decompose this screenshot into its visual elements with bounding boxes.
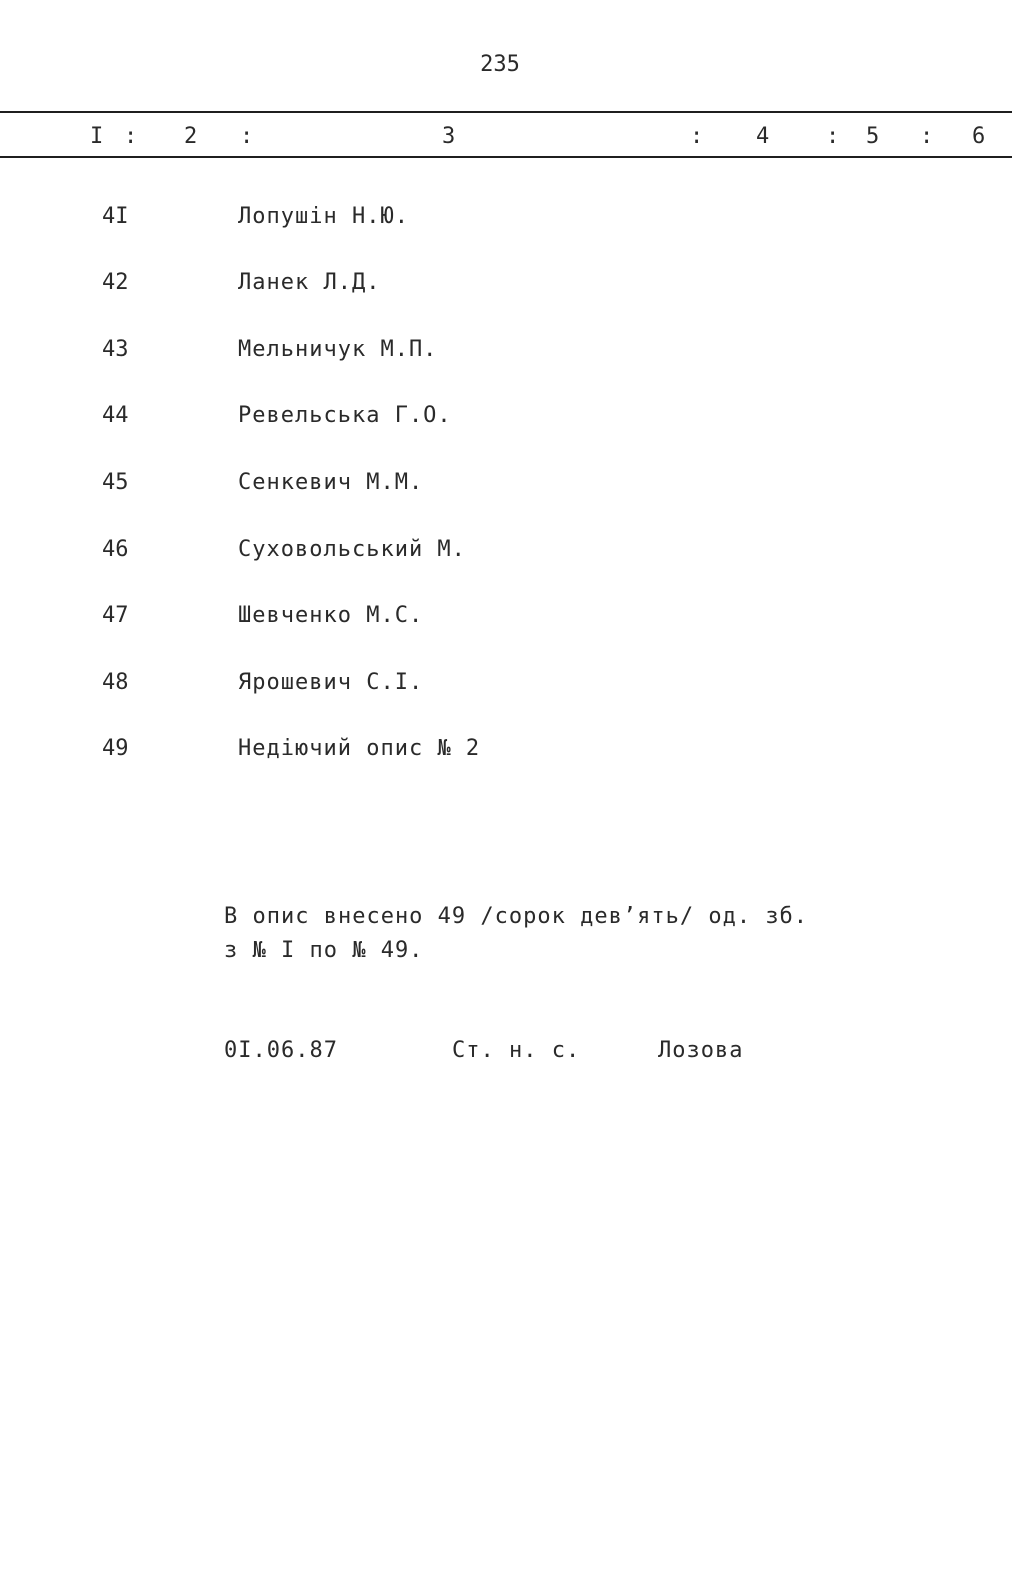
column-separator: :: [240, 124, 254, 149]
item-number: 43: [102, 337, 129, 362]
item-number: 44: [102, 403, 129, 428]
column-header-2: 2: [184, 124, 198, 149]
column-header-5: 5: [866, 124, 880, 149]
column-header-6: 6: [972, 124, 986, 149]
item-title: Шевченко М.С.: [238, 603, 424, 628]
item-number: 42: [102, 270, 129, 295]
column-separator: :: [690, 124, 704, 149]
item-number: 48: [102, 670, 129, 695]
item-title: Недіючий опис № 2: [238, 736, 481, 761]
item-title: Лопушін Н.Ю.: [238, 204, 409, 229]
column-separator: :: [920, 124, 934, 149]
summary-line-count: В опис внесено 49 /сорок дев’ять/ од. зб.: [224, 904, 809, 929]
table-header-top-rule: [0, 111, 1012, 113]
item-number: 49: [102, 736, 129, 761]
column-header-4: 4: [756, 124, 770, 149]
item-title: Сенкевич М.М.: [238, 470, 424, 495]
item-number: 47: [102, 603, 129, 628]
item-number: 45: [102, 470, 129, 495]
item-number: 46: [102, 537, 129, 562]
column-header-1: I: [90, 124, 104, 149]
summary-line-range: з № I по № 49.: [224, 938, 424, 963]
table-header-bottom-rule: [0, 156, 1012, 158]
column-separator: :: [124, 124, 138, 149]
item-title: Ярошевич С.І.: [238, 670, 424, 695]
column-header-3: 3: [442, 124, 456, 149]
column-separator: :: [826, 124, 840, 149]
signature-date: 0I.06.87: [224, 1038, 338, 1063]
item-title: Мельничук М.П.: [238, 337, 438, 362]
item-title: Ревельська Г.О.: [238, 403, 452, 428]
item-title: Суховольський М.: [238, 537, 466, 562]
item-number: 4I: [102, 204, 129, 229]
page-number: 235: [480, 52, 520, 77]
signature-position: Ст. н. с.: [452, 1038, 581, 1063]
signature-name: Лозова: [658, 1038, 744, 1063]
item-title: Ланек Л.Д.: [238, 270, 381, 295]
